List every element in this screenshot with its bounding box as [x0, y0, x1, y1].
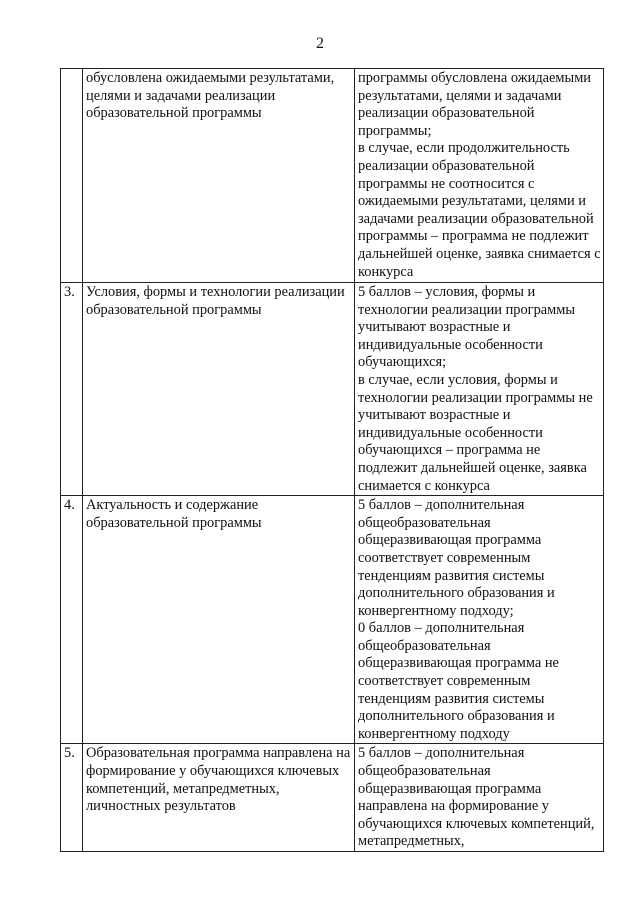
table-row [61, 496, 604, 744]
scoring-cell [355, 496, 604, 744]
row-number: 5. [61, 744, 83, 852]
table-row [61, 69, 604, 283]
criterion-cell: Актуальность и содержание образовательной программы [83, 496, 355, 744]
criterion-cell: Условия, формы и технологии реализации образовательной программы [83, 283, 355, 496]
row-number [61, 69, 83, 283]
row-number: 4. [61, 496, 83, 744]
scoring-paragraph: 5 баллов – дополнительная общеобразовательная общеразвивающая программа направлена на формирование у обучающихся ключевых компетенций, метапредметных, [358, 745, 595, 850]
scoring-cell [355, 69, 604, 283]
scoring-paragraph: в случае, если условия, формы и технологии реализации программы не учитывают возрастные и индивидуальные особенности обучающихся – программа не подлежит дальнейшей оценке, заявка снимается с конкурса [358, 371, 593, 494]
scoring-cell [355, 744, 604, 852]
scoring-paragraph: 0 баллов – дополнительная общеобразовательная общеразвивающая программа не соответствует современным тенденциям развития системы дополнительного образования и конвергентному подходу [358, 620, 559, 742]
criterion-cell: Образовательная программа направлена на формирование у обучающихся ключевых компетенций, метапредметных, личностных результатов [83, 744, 355, 852]
scoring-paragraph: программы обусловлена ожидаемыми результатами, целями и задачами реализации образовательной программы; [358, 70, 592, 139]
criterion-cell: обусловлена ожидаемыми результатами, целями и задачами реализации образовательной программы [83, 69, 355, 283]
row-number: 3. [61, 283, 83, 496]
scoring-paragraph: 5 баллов – дополнительная общеобразовательная общеразвивающая программа соответствует современным тенденциям развития системы дополнительного образования и конвергентному подходу; [358, 497, 555, 619]
table-row [61, 744, 604, 852]
table-row [61, 283, 604, 496]
page-number: 2 [316, 35, 324, 52]
scoring-paragraph: в случае, если продолжительность реализации образовательной программы не соотносится с ожидаемыми результатами, целями и задачами реализации образовательной программы – программа не подлежит дальнейшей оценке, заявка снимается с конкурса [358, 140, 601, 280]
criteria-table [60, 68, 604, 852]
scoring-paragraph: 5 баллов – условия, формы и технологии реализации программы учитывают возрастные и индивидуальные особенности обучающихся; [358, 284, 576, 371]
scoring-cell [355, 283, 604, 496]
